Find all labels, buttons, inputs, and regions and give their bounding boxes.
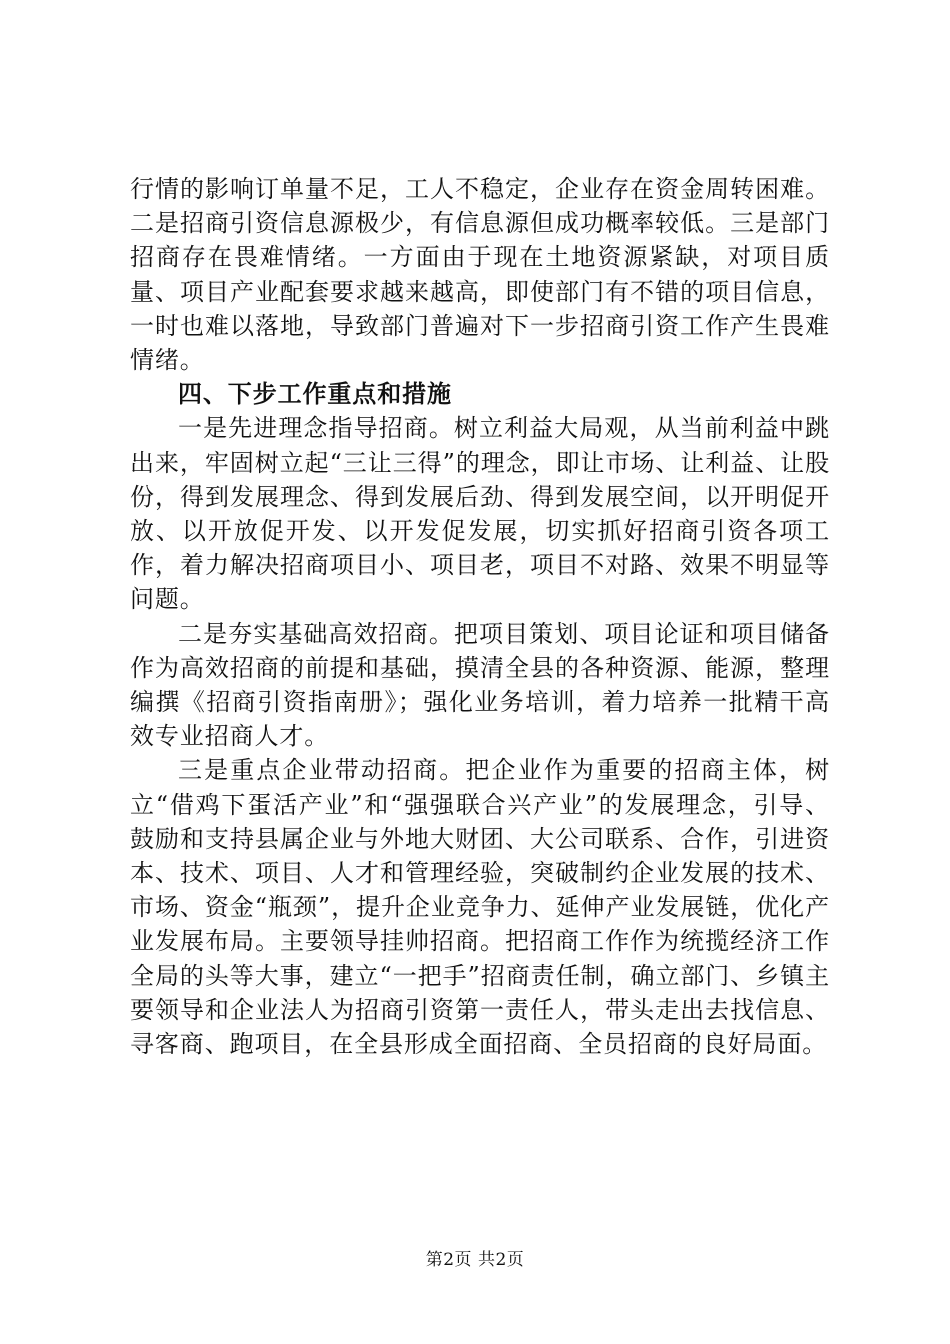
paragraph-point-three: 三是重点企业带动招商。把企业作为重要的招商主体，树立“借鸡下蛋活产业”和“强强联合兴产业”的发展理念，引导、鼓励和支持县属企业与外地大财团、大公司联系、合作，引进资本、技术、项目、人才和管理经验，突破制约企业发展的技术、市场、资金“瓶颈”，提升企业竞争力、延伸产业发展链，优化产业发展布局。主要领导挂帅招商。把招商工作作为统揽经济工作全局的头等大事，建立“一把手”招商责任制，确立部门、乡镇主要领导和企业法人为招商引资第一责任人，带头走出去找信息、寻客商、跑项目，在全县形成全面招商、全员招商的良好局面。 (130, 756, 830, 1059)
document-body (130, 172, 830, 1061)
page-footer: 第2页 共2页 (425, 1250, 525, 1270)
paragraph-continuation: 行情的影响订单量不足，工人不稳定，企业存在资金周转困难。二是招商引资信息源极少，有信息源但成功概率较低。三是部门招商存在畏难情绪。一方面由于现在土地资源紧缺，对项目质量、项目产业配套要求越来越高，即使部门有不错的项目信息，一时也难以落地，导致部门普遍对下一步招商引资工作产生畏难情绪。 (130, 175, 830, 375)
paragraph-point-one: 一是先进理念指导招商。树立利益大局观，从当前利益中跳出来，牢固树立起“三让三得”的理念，即让市场、让利益、让股份，得到发展理念、得到发展后劲、得到发展空间，以开明促开放、以开放促开发、以开发促发展，切实抓好招商引资各项工作，着力解决招商项目小、项目老，项目不对路、效果不明显等问题。 (130, 414, 830, 614)
paragraph-point-two: 二是夯实基础高效招商。把项目策划、项目论证和项目储备作为高效招商的前提和基础，摸清全县的各种资源、能源，整理编撰《招商引资指南册》；强化业务培训，着力培养一批精干高效专业招商人才。 (130, 619, 830, 751)
section-heading: 四、下步工作重点和措施 (178, 380, 452, 409)
